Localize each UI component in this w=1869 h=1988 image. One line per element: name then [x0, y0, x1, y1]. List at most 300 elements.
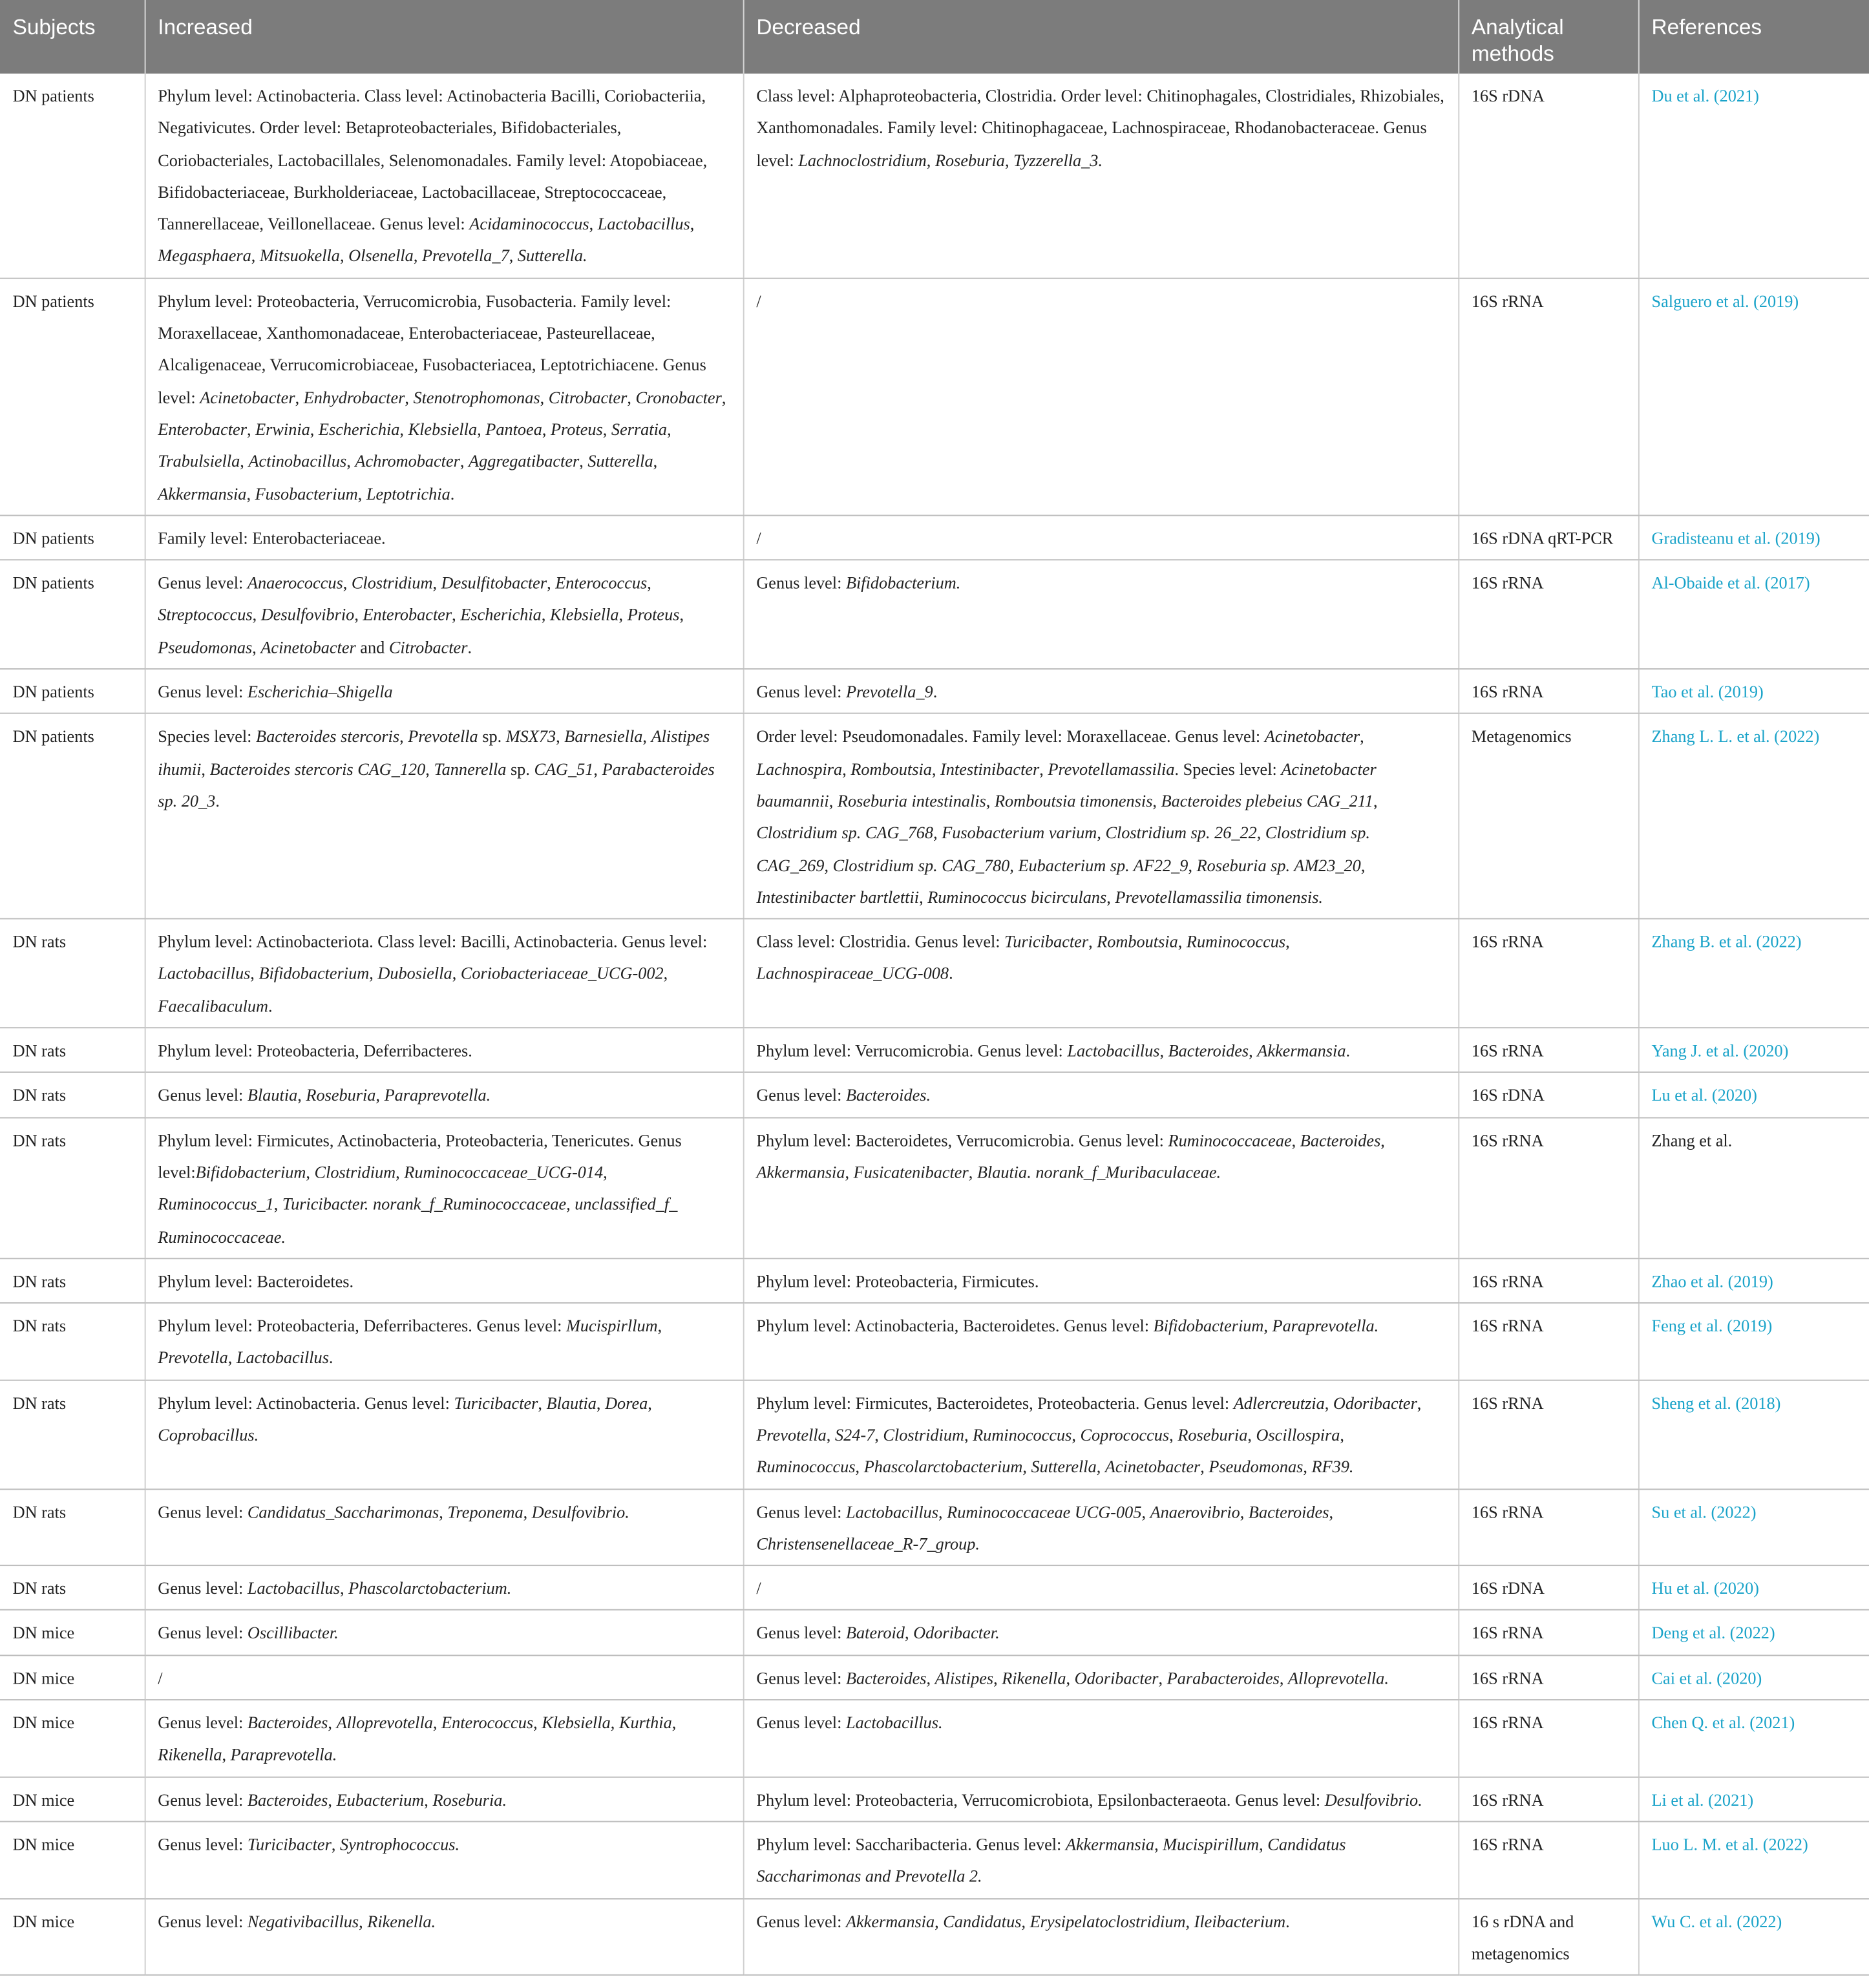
table-row — [0, 1611, 1869, 1655]
cell-text: , — [425, 759, 434, 778]
cell-text: , — [459, 451, 469, 471]
taxon-name: Leptotrichia — [366, 483, 450, 503]
cell-text: , — [339, 246, 349, 266]
taxon-name: Escherichia — [318, 419, 400, 439]
table-row — [0, 1072, 1869, 1117]
cell-text: , — [246, 483, 255, 503]
decreased-cell — [743, 560, 1459, 670]
cell-text: Phylum level: Firmicutes, Actinobacteria, Proteobacteria, Tenericutes. Genus level: — [158, 1130, 682, 1182]
cell-text: Phylum level: Proteobacteria, Deferribacteres. Genus level: — [158, 1316, 567, 1336]
taxon-name: Odoribacter. — [913, 1623, 1000, 1643]
taxon-name: Prevotellamassilia timonensis. — [1115, 887, 1324, 907]
method-cell: 16S rRNA — [1458, 1777, 1638, 1821]
cell-text: , — [1159, 1041, 1168, 1061]
taxon-name: Eubacterium — [336, 1790, 425, 1810]
taxon-name: RF39. — [1311, 1457, 1354, 1477]
cell-text: , — [439, 1502, 448, 1521]
taxon-name: Dubosiella — [377, 964, 452, 984]
cell-text: Order level: Pseudomonadales. Family level: Moraxellaceae. Genus level: — [756, 726, 1265, 746]
taxon-name: Bacteroides stercoris — [256, 726, 400, 746]
taxon-name: Bacteroides plebeius CAG_211 — [1161, 791, 1373, 810]
header-row — [0, 0, 1869, 74]
taxon-name: Clostridium — [314, 1162, 396, 1182]
table-row — [0, 1655, 1869, 1700]
cell-text: , — [1039, 759, 1048, 778]
reference-cell — [1638, 560, 1869, 670]
taxon-name: Eubacterium sp. AF22_9 — [1018, 855, 1188, 874]
reference-cell — [1638, 669, 1869, 714]
cell-text: , — [1009, 855, 1019, 874]
reference-link[interactable]: Luo L. M. et al. (2022) — [1651, 1834, 1808, 1854]
subject-cell: DN mice — [0, 1777, 145, 1821]
table-row — [0, 515, 1869, 560]
cell-text: , — [1066, 1668, 1075, 1687]
cell-text: , — [721, 387, 726, 407]
cell-text: , — [354, 605, 363, 625]
method-cell: 16S rRNA — [1458, 1611, 1638, 1655]
reference-link[interactable]: Zhang L. L. et al. (2022) — [1651, 726, 1820, 746]
taxon-name: Bifidobacterium. — [845, 573, 961, 593]
reference-cell — [1638, 1777, 1869, 1821]
cell-text: Genus level: — [756, 573, 846, 593]
cell-text: , — [1380, 1130, 1385, 1150]
reference-cell — [1638, 1700, 1869, 1777]
subject-cell: DN patients — [0, 278, 145, 515]
cell-text: , — [399, 419, 408, 439]
taxon-name: Romboutsia — [1097, 932, 1178, 951]
taxon-name: Sutterella — [587, 451, 653, 471]
method-cell: 16S rRNA — [1458, 1655, 1638, 1700]
taxon-name: Odoribacter — [1333, 1393, 1417, 1413]
reference-link[interactable]: Su et al. (2022) — [1651, 1502, 1757, 1521]
subject-cell: DN rats — [0, 919, 145, 1028]
cell-text: , — [252, 605, 261, 625]
cell-text: , — [1417, 1393, 1422, 1413]
taxon-name: Stenotrophomonas — [413, 387, 540, 407]
decreased-cell — [743, 1489, 1459, 1566]
taxon-name: Klebsiella — [549, 605, 619, 625]
taxon-name: Bacteroides — [845, 1668, 927, 1687]
reference-cell — [1638, 1565, 1869, 1610]
cell-text: , — [1072, 1425, 1081, 1444]
cell-text: , — [845, 1162, 854, 1182]
cell-text: , — [413, 246, 422, 266]
cell-text: , — [375, 1086, 385, 1105]
decreased-cell — [743, 1072, 1459, 1117]
taxon-name: Trabulsiella — [158, 451, 240, 471]
cell-text: Phylum level: Proteobacteria, Verrucomicrobia, Fusobacteria. Family level: Moraxellaceae, Xanthomonadaceae, Enterobacteriaceae, Pasteurellaceae, Alcaligenaceae, Verrucomicrobiaceae, Fusobacteriacea, Leptotrichiacene. Genus level: — [158, 291, 706, 407]
reference-cell — [1638, 74, 1869, 278]
cell-text: , — [1106, 887, 1115, 907]
taxon-name: Anaerovibrio — [1150, 1502, 1240, 1521]
cell-text: , — [593, 759, 602, 778]
method-cell: 16S rRNA — [1458, 1700, 1638, 1777]
cell-text: , — [405, 387, 414, 407]
method-cell: 16S rRNA — [1458, 1380, 1638, 1489]
cell-text: , — [540, 387, 549, 407]
reference-cell — [1638, 1072, 1869, 1117]
method-cell: 16S rRNA — [1458, 560, 1638, 670]
taxon-name: Coprobacillus. — [158, 1425, 259, 1444]
cell-text: , — [1169, 1425, 1178, 1444]
taxon-name: Olsenella — [348, 246, 414, 266]
increased-cell — [145, 1117, 743, 1258]
cell-text: . — [467, 637, 472, 657]
cell-text: / — [756, 291, 761, 311]
table-row — [0, 560, 1869, 670]
cell-text: , — [667, 419, 671, 439]
table-row — [0, 1117, 1869, 1258]
decreased-cell — [743, 1565, 1459, 1610]
increased-cell — [145, 560, 743, 670]
taxon-name: Desulfovibrio. — [1324, 1790, 1422, 1810]
taxon-name: Actinobacillus — [248, 451, 347, 471]
taxon-name: Roseburia — [1177, 1425, 1248, 1444]
decreased-cell — [743, 1028, 1459, 1072]
taxon-name: Enterococcus — [555, 573, 648, 593]
cell-text: / — [756, 1579, 761, 1598]
cell-text: , — [556, 726, 565, 746]
decreased-cell — [743, 74, 1459, 278]
taxon-name: Bifidobacterium — [1153, 1316, 1264, 1336]
taxon-name: Blautia — [546, 1393, 597, 1413]
reference-cell — [1638, 1898, 1869, 1975]
decreased-cell — [743, 1700, 1459, 1777]
cell-text: Phylum level: Proteobacteria, Deferribacteres. — [158, 1041, 472, 1061]
taxon-name: Tyzzerella_3. — [1013, 150, 1103, 170]
taxon-name: Mucispirillum — [1163, 1834, 1260, 1854]
reference-link[interactable]: Wu C. et al. (2022) — [1651, 1911, 1782, 1931]
cell-text: , — [679, 605, 684, 625]
decreased-cell — [743, 1380, 1459, 1489]
reference-text: Zhang et al. — [1651, 1130, 1733, 1150]
taxon-name: Dorea — [605, 1393, 648, 1413]
table-row — [0, 919, 1869, 1028]
cell-text: , — [424, 1790, 433, 1810]
cell-text: , — [968, 1162, 977, 1182]
cell-text: , — [542, 419, 551, 439]
taxon-name: Clostridium sp. CAG_768 — [756, 823, 934, 843]
cell-text: Genus level: — [158, 1579, 248, 1598]
taxon-name: Christensenellaceae_R-7_group. — [756, 1534, 980, 1554]
taxon-name: Ruminococcaceae — [1168, 1130, 1292, 1150]
cell-text: , — [1154, 1834, 1163, 1854]
method-cell: 16 s rDNA and metagenomics — [1458, 1898, 1638, 1975]
cell-text: , — [357, 483, 366, 503]
taxon-name: Pseudomonas — [158, 637, 253, 657]
taxon-name: S24-7 — [834, 1425, 875, 1444]
cell-text: Genus level: — [158, 1713, 248, 1733]
cell-text: / — [158, 1668, 163, 1687]
taxon-name: Klebsiella — [542, 1713, 611, 1733]
header-analytical-methods: Analytical methods — [1458, 0, 1638, 74]
table-row — [0, 1380, 1869, 1489]
cell-text: Species level: — [158, 726, 257, 746]
reference-cell — [1638, 1258, 1869, 1303]
taxon-name: Odoribacter — [1074, 1668, 1159, 1687]
taxon-name: Clostridium — [351, 573, 433, 593]
decreased-cell — [743, 1821, 1459, 1898]
cell-text: , — [547, 573, 556, 593]
cell-text: , — [579, 451, 588, 471]
taxon-name: Bifidobacterium — [195, 1162, 306, 1182]
subject-cell: DN mice — [0, 1821, 145, 1898]
taxon-name: Bacteroides — [1300, 1130, 1381, 1150]
cell-text: Class level: Clostridia. Genus level: — [756, 932, 1005, 951]
cell-text: , — [396, 1162, 405, 1182]
cell-text: Genus level: — [158, 1086, 248, 1105]
taxon-name: Enterobacter — [158, 419, 247, 439]
cell-text: , — [874, 1425, 883, 1444]
taxon-name: Ruminococcus — [756, 1457, 856, 1477]
increased-cell — [145, 515, 743, 560]
taxon-name: Acinetobacter — [1104, 1457, 1201, 1477]
increased-cell — [145, 1258, 743, 1303]
cell-text: , — [541, 605, 550, 625]
cell-text: Phylum level: Actinobacteria. Class level: Actinobacteria Bacilli, Coriobacteriia, Negativicutes. Order level: Betaproteobacteriales, Bifidobacteriales, Coriobacteriales, Lactobacillales, Selenomonadales. Family level: Atopobiaceae, Bifidobacteriaceae, Burkholderiaceae, Lactobacillaceae, Streptococcaceae, Tannerellaceae, Veillonellaceae. Genus level: — [158, 86, 708, 234]
cell-text: Phylum level: Saccharibacteria. Genus level: — [756, 1834, 1066, 1854]
taxon-name: Pseudomonas — [1209, 1457, 1304, 1477]
reference-link[interactable]: Hu et al. (2020) — [1651, 1579, 1759, 1598]
cell-text: , — [1285, 932, 1290, 951]
cell-text: , — [1249, 1041, 1258, 1061]
subject-cell: DN mice — [0, 1898, 145, 1975]
taxon-name: Proteus — [627, 605, 680, 625]
taxon-name: Roseburia intestinalis — [837, 791, 986, 810]
cell-text: Genus level: — [158, 1834, 248, 1854]
taxon-name: Fusobacterium varium — [942, 823, 1097, 843]
taxon-name: Megasphaera — [158, 246, 251, 266]
taxon-name: Alistipes — [934, 1668, 994, 1687]
increased-cell — [145, 1380, 743, 1489]
table-row — [0, 714, 1869, 918]
method-cell: Metagenomics — [1458, 714, 1638, 918]
taxon-name: Akkermansia — [1065, 1834, 1155, 1854]
taxon-name: Bacteroides — [1168, 1041, 1249, 1061]
taxon-name: Alloprevotella — [336, 1713, 433, 1733]
cell-text: Genus level: — [756, 682, 846, 702]
cell-text: , — [671, 1713, 677, 1733]
taxon-name: Erwinia — [255, 419, 310, 439]
reference-link[interactable]: Zhao et al. (2019) — [1651, 1271, 1773, 1291]
cell-text: , — [663, 964, 668, 984]
cell-text: , — [855, 1457, 864, 1477]
taxon-name: Acidaminococcus — [469, 214, 589, 234]
taxon-name: Serratia — [611, 419, 668, 439]
reference-link[interactable]: Feng et al. (2019) — [1651, 1316, 1773, 1336]
cell-text: , — [477, 419, 486, 439]
cell-text: , — [251, 246, 260, 266]
taxon-name: Streptococcus — [158, 605, 253, 625]
reference-cell — [1638, 1655, 1869, 1700]
taxon-name: Rikenella — [158, 1745, 222, 1764]
reference-link[interactable]: Li et al. (2021) — [1651, 1790, 1754, 1810]
cell-text: , — [1329, 1502, 1334, 1521]
cell-text: , — [829, 791, 838, 810]
taxon-name: Tannerella — [434, 759, 507, 778]
reference-link[interactable]: Du et al. (2021) — [1651, 86, 1759, 105]
taxon-name: Clostridium — [883, 1425, 964, 1444]
taxon-name: Citrobacter — [388, 637, 468, 657]
taxon-name: Akkermansia — [756, 1162, 845, 1182]
subject-cell: DN patients — [0, 669, 145, 714]
cell-text: Phylum level: Bacteroidetes. — [158, 1271, 354, 1291]
cell-text: Genus level: — [756, 1668, 846, 1687]
cell-text: Phylum level: Actinobacteriota. Class level: Bacilli, Actinobacteria. Genus level: — [158, 932, 708, 951]
cell-text: , — [647, 573, 651, 593]
decreased-cell — [743, 669, 1459, 714]
reference-cell — [1638, 1117, 1869, 1258]
taxon-name: Roseburia. — [432, 1790, 507, 1810]
subject-cell: DN mice — [0, 1611, 145, 1655]
cell-text: , — [328, 1713, 337, 1733]
taxon-name: Adlercreutzia — [1233, 1393, 1325, 1413]
cell-text: Genus level: — [158, 573, 248, 593]
cell-text: , — [824, 855, 833, 874]
taxon-name: Lachnospiraceae_UCG-008 — [756, 964, 949, 984]
cell-text: , — [842, 759, 851, 778]
reference-link[interactable]: Gradisteanu et al. (2019) — [1651, 528, 1821, 548]
method-cell: 16S rDNA qRT-PCR — [1458, 515, 1638, 560]
subject-cell: DN rats — [0, 1303, 145, 1380]
cell-text: , — [538, 1393, 547, 1413]
taxon-name: Phascolarctobacterium. — [348, 1579, 512, 1598]
reference-link[interactable]: Yang J. et al. (2020) — [1651, 1041, 1789, 1061]
taxon-name: Bacteroides — [1248, 1502, 1329, 1521]
taxon-name: Coprococcus — [1080, 1425, 1170, 1444]
reference-link[interactable]: Deng et al. (2022) — [1651, 1623, 1775, 1643]
taxon-name: Phascolarctobacterium — [863, 1457, 1023, 1477]
cell-text: , — [1340, 1425, 1344, 1444]
taxon-name: Parabacteroides sp. 20_3 — [158, 759, 715, 810]
cell-text: , — [1360, 726, 1364, 746]
cell-text: . — [949, 964, 953, 984]
cell-text: , — [1022, 1457, 1031, 1477]
cell-text: , — [931, 759, 941, 778]
decreased-cell — [743, 919, 1459, 1028]
cell-text: , — [339, 1579, 349, 1598]
cell-text: , — [523, 1502, 532, 1521]
cell-text: . — [450, 483, 455, 503]
reference-cell — [1638, 1611, 1869, 1655]
cell-text: , — [452, 605, 461, 625]
cell-text: , — [1279, 1668, 1288, 1687]
increased-cell — [145, 1565, 743, 1610]
cell-text: , — [1088, 932, 1097, 951]
cell-text: , — [1200, 1457, 1209, 1477]
taxon-name: Lactobacillus — [236, 1348, 329, 1368]
taxon-name: Treponema — [447, 1502, 523, 1521]
method-cell: 16S rRNA — [1458, 278, 1638, 515]
subject-cell: DN mice — [0, 1655, 145, 1700]
cell-text: , — [346, 451, 355, 471]
taxon-name: Lactobacillus — [597, 214, 690, 234]
reference-cell — [1638, 1303, 1869, 1380]
subject-cell: DN rats — [0, 1565, 145, 1610]
reference-cell — [1638, 515, 1869, 560]
taxon-name: Fusicatenibacter — [853, 1162, 969, 1182]
cell-text: , — [359, 1911, 368, 1931]
increased-cell — [145, 1489, 743, 1566]
method-cell: 16S rRNA — [1458, 1821, 1638, 1898]
table-row — [0, 1777, 1869, 1821]
cell-text: Genus level: — [756, 1911, 846, 1931]
method-cell: 16S rRNA — [1458, 669, 1638, 714]
table-row — [0, 1898, 1869, 1975]
taxon-name: Intestinibacter bartlettii — [756, 887, 920, 907]
cell-text: , — [690, 214, 695, 234]
method-cell: 16S rRNA — [1458, 1489, 1638, 1566]
cell-text: , — [297, 1086, 306, 1105]
taxon-name: Bifidobacterium — [259, 964, 370, 984]
decreased-cell — [743, 1655, 1459, 1700]
cell-text: , — [926, 150, 935, 170]
cell-text: Phylum level: Bacteroidetes, Verrucomicrobia. Genus level: — [756, 1130, 1168, 1150]
taxon-name: Alistipes ihumii — [158, 726, 710, 778]
reference-cell — [1638, 919, 1869, 1028]
taxon-name: Lactobacillus — [845, 1502, 939, 1521]
taxon-name: Lactobacillus — [1067, 1041, 1160, 1061]
cell-text: , — [1291, 1130, 1300, 1150]
increased-cell — [145, 1777, 743, 1821]
cell-text: , — [993, 1668, 1002, 1687]
cell-text: , — [452, 964, 461, 984]
taxon-name: Prevotellamassilia — [1048, 759, 1175, 778]
cell-text: Genus level: — [756, 1086, 846, 1105]
taxon-name: Candidatus Saccharimonas and Prevotella 2. — [756, 1834, 1346, 1886]
reference-link[interactable]: Sheng et al. (2018) — [1651, 1393, 1781, 1413]
reference-link[interactable]: Salguero et al. (2019) — [1651, 291, 1799, 311]
reference-link[interactable]: Cai et al. (2020) — [1651, 1668, 1762, 1687]
cell-text: , — [642, 726, 651, 746]
method-cell: 16S rRNA — [1458, 919, 1638, 1028]
cell-text: , — [201, 759, 210, 778]
reference-link[interactable]: Lu et al. (2020) — [1651, 1086, 1757, 1105]
reference-cell — [1638, 1380, 1869, 1489]
taxon-name: Turicibacter. norank_f_Ruminococcaceae, unclassified_f_ Ruminococcaceae. — [158, 1194, 678, 1246]
taxon-name: Paraprevotella. — [1272, 1316, 1379, 1336]
cell-text: , — [399, 726, 408, 746]
cell-text: , — [1373, 791, 1378, 810]
method-cell: 16S rRNA — [1458, 1258, 1638, 1303]
reference-link[interactable]: Tao et al. (2019) — [1651, 682, 1764, 702]
cell-text: , — [331, 1834, 340, 1854]
cell-text: , — [273, 1194, 282, 1214]
cell-text: Family level: Enterobacteriaceae. — [158, 528, 386, 548]
taxon-name: Clostridium sp. CAG_269 — [756, 823, 1370, 874]
taxon-name: Sutterella. — [517, 246, 587, 266]
method-cell: 16S rRNA — [1458, 1303, 1638, 1380]
cell-text: Class level: Alphaproteobacteria, Clostridia. Order level: Chitinophagales, Clostridiales, Rhizobiales, Xanthomonadales. Family level: Chitinophagaceae, Lachnospiraceae, Rhodanobacteraceae. Genus level: — [756, 86, 1444, 170]
decreased-cell — [743, 1258, 1459, 1303]
taxon-name: Kurthia — [618, 1713, 672, 1733]
reference-link[interactable]: Zhang B. et al. (2022) — [1651, 932, 1802, 951]
taxon-name: Desulfovibrio — [260, 605, 355, 625]
taxon-name: Escherichia — [460, 605, 542, 625]
taxon-name: Syntrophococcus. — [339, 1834, 460, 1854]
cell-text: , — [343, 573, 352, 593]
increased-cell — [145, 1700, 743, 1777]
taxon-name: Intestinibacter — [940, 759, 1040, 778]
cell-text: Genus level: — [756, 1713, 846, 1733]
reference-link[interactable]: Chen Q. et al. (2021) — [1651, 1713, 1795, 1733]
taxon-name: Prevotella — [756, 1425, 827, 1444]
taxon-name: Klebsiella — [408, 419, 478, 439]
increased-cell — [145, 1028, 743, 1072]
taxon-name: Lactobacillus. — [845, 1713, 943, 1733]
reference-link[interactable]: Al-Obaide et al. (2017) — [1651, 573, 1810, 593]
taxon-name: Enterococcus — [441, 1713, 534, 1733]
